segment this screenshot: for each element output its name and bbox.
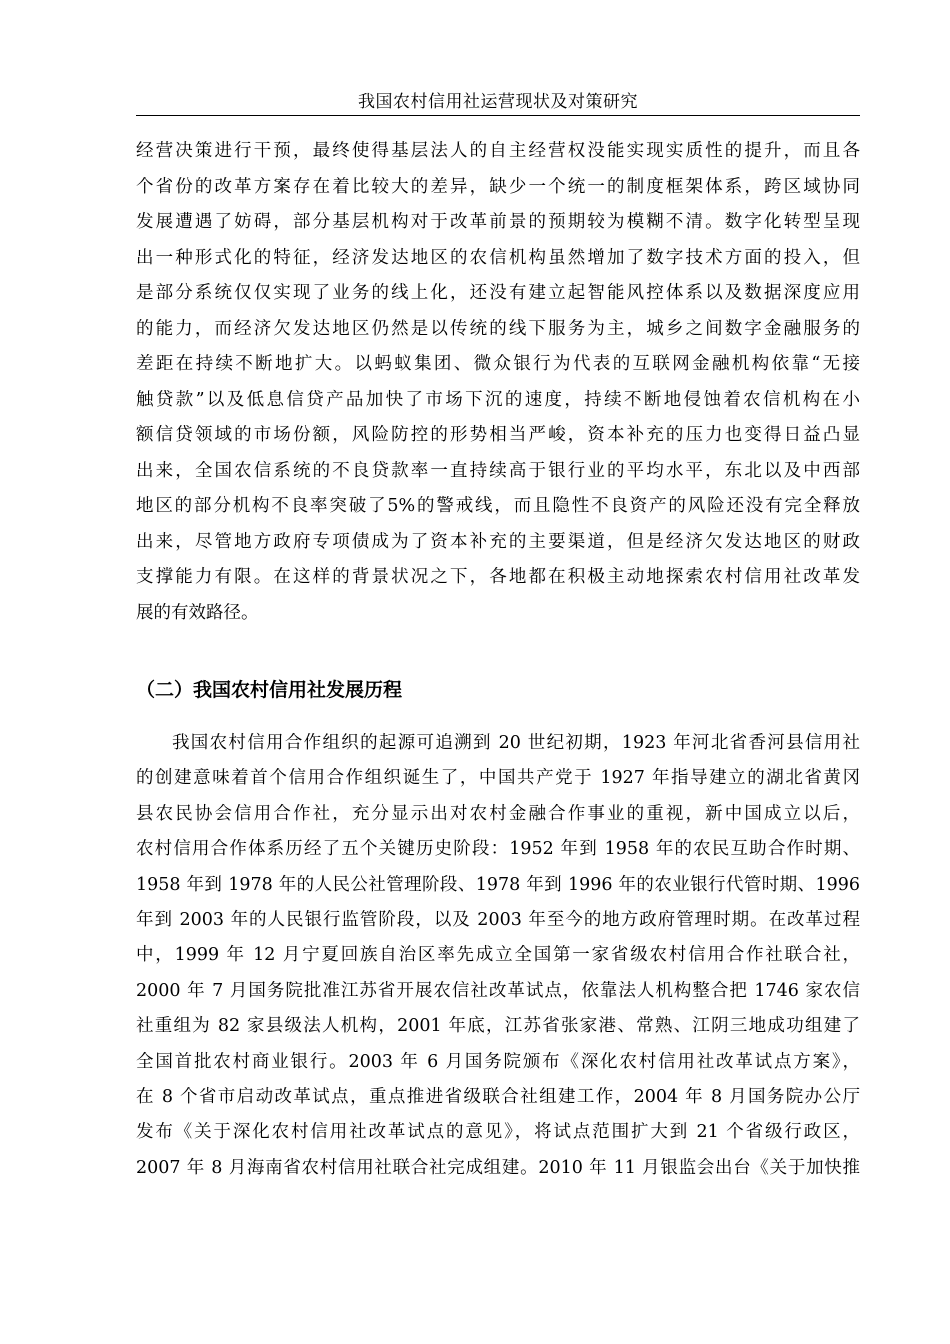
body-paragraph-2 bbox=[136, 726, 860, 1186]
text-line: 额信贷领域的市场份额，风险防控的形势相当严峻，资本补充的压力也变得日益凸显 bbox=[136, 425, 860, 445]
text-line: 发展遭遇了妨碍，部分基层机构对于改革前景的预期较为模糊不清。数字化转型呈现 bbox=[136, 212, 860, 232]
text-line: 农村信用合作体系历经了五个关键历史阶段：1952 年到 1958 年的农民互助合作时期、 bbox=[136, 839, 860, 860]
text-line: 差距在持续不断地扩大。以蚂蚁集团、微众银行为代表的互联网金融机构依靠“无接 bbox=[136, 354, 860, 374]
text-line: 发布《关于深化农村信用社改革试点的意见》，将试点范围扩大到 21 个省级行政区， bbox=[136, 1122, 860, 1143]
body-paragraph-1 bbox=[136, 134, 860, 631]
text-line: 我国农村信用合作组织的起源可追溯到 20 世纪初期，1923 年河北省香河县信用社 bbox=[172, 733, 860, 753]
text-line: 支撑能力有限。在这样的背景状况之下，各地都在积极主动地探索农村信用社改革发 bbox=[136, 567, 860, 587]
text-line: 在 8 个省市启动改革试点，重点推进省级联合社组建工作，2004 年 8 月国务院办公厅 bbox=[136, 1087, 860, 1108]
text-line: 的创建意味着首个信用合作组织诞生了，中国共产党于 1927 年指导建立的湖北省黄冈 bbox=[136, 768, 860, 789]
text-line: 县农民协会信用合作社，充分显示出对农村金融合作事业的重视，新中国成立以后， bbox=[136, 803, 860, 824]
text-line: 1958 年到 1978 年的人民公社管理阶段、1978 年到 1996 年的农业银行代管时期、1996 bbox=[136, 874, 860, 895]
text-line: 出来，尽管地方政府专项债成为了资本补充的主要渠道，但是经济欠发达地区的财政 bbox=[136, 531, 860, 552]
text-line: 触贷款”以及低息信贷产品加快了市场下沉的速度，持续不断地侵蚀着农信机构在小 bbox=[136, 389, 860, 410]
text-line: 出一种形式化的特征，经济发达地区的农信机构虽然增加了数字技术方面的投入，但 bbox=[136, 247, 860, 268]
text-line: 出来，全国农信系统的不良贷款率一直持续高于银行业的平均水平，东北以及中西部 bbox=[136, 460, 860, 481]
text-line: 社重组为 82 家县级法人机构，2001 年底，江苏省张家港、常熟、江阴三地成功组建了 bbox=[136, 1016, 860, 1037]
text-line: 经营决策进行干预，最终使得基层法人的自主经营权没能实现实质性的提升，而且各 bbox=[136, 141, 860, 161]
text-line: 的能力，而经济欠发达地区仍然是以传统的线下服务为主，城乡之间数字金融服务的 bbox=[136, 318, 860, 339]
header-divider bbox=[136, 115, 860, 116]
text-line: 地区的部分机构不良率突破了5%的警戒线，而且隐性不良资产的风险还没有完全释放 bbox=[136, 496, 860, 516]
text-line: 年到 2003 年的人民银行监管阶段，以及 2003 年至今的地方政府管理时期。在改革过程 bbox=[136, 910, 860, 931]
text-line: 2000 年 7 月国务院批准江苏省开展农信社改革试点，依靠法人机构整合把 1746 家农信 bbox=[136, 980, 860, 1001]
running-header-title: 我国农村信用社运营现状及对策研究 bbox=[358, 92, 638, 112]
text-line: 是部分系统仅仅实现了业务的线上化，还没有建立起智能风控体系以及数据深度应用 bbox=[136, 283, 860, 303]
text-line: 中，1999 年 12 月宁夏回族自治区率先成立全国第一家省级农村信用合作社联合社， bbox=[136, 945, 860, 966]
section-heading: （二）我国农村信用社发展历程 bbox=[136, 679, 403, 701]
text-line: 全国首批农村商业银行。2003 年 6 月国务院颁布《深化农村信用社改革试点方案》， bbox=[136, 1051, 860, 1072]
text-line: 2007 年 8 月海南省农村信用社联合社完成组建。2010 年 11 月银监会出台《关于加快推 bbox=[136, 1157, 860, 1178]
text-line: 个省份的改革方案存在着比较大的差异，缺少一个统一的制度框架体系，跨区域协同 bbox=[136, 176, 860, 197]
text-line: 展的有效路径。 bbox=[136, 602, 259, 623]
